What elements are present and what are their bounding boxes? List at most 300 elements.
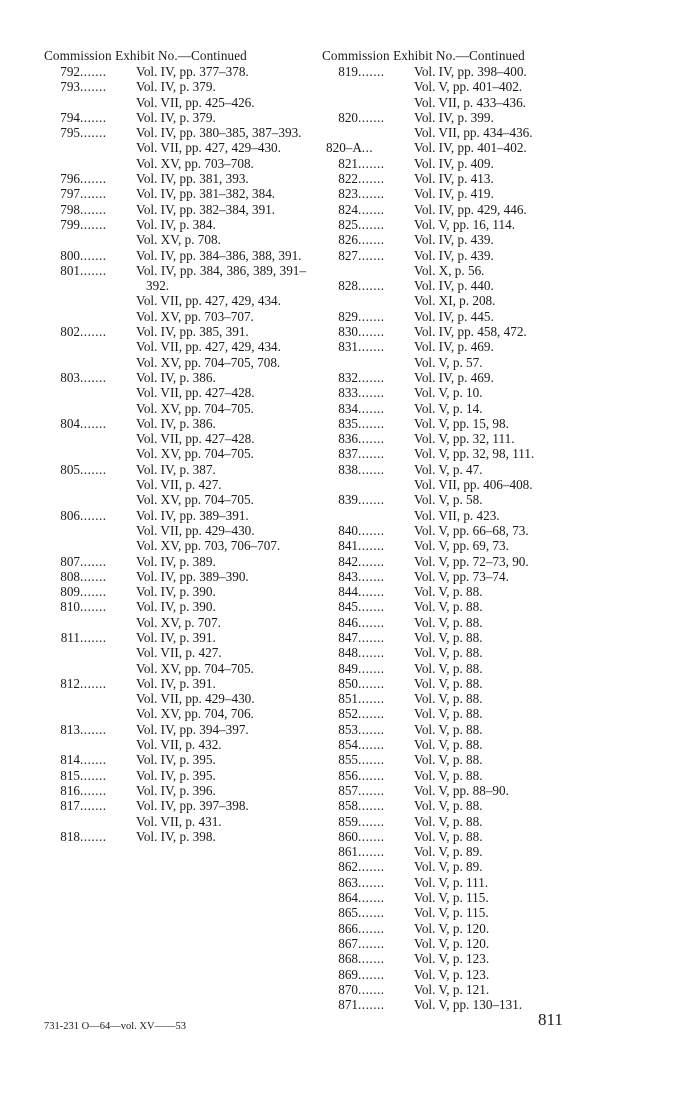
- exhibit-number: 846: [338, 614, 358, 630]
- exhibit-number: 808: [60, 568, 80, 584]
- dot-leader: .......: [80, 507, 107, 523]
- index-entry: [322, 875, 584, 890]
- exhibit-number-cell: [322, 798, 414, 813]
- volume-reference: Vol. VII, p. 433–436.: [414, 94, 526, 110]
- volume-reference: Vol. IV, p. 387.: [136, 461, 216, 477]
- exhibit-number: 838: [338, 461, 358, 477]
- right-column: [322, 48, 584, 1012]
- exhibit-number-cell: [322, 951, 414, 966]
- volume-reference: Vol. XV, pp. 703–708.: [136, 155, 254, 171]
- exhibit-number: 818: [60, 828, 80, 844]
- index-entry: [322, 416, 584, 431]
- exhibit-number-cell: [44, 783, 136, 798]
- exhibit-number: 853: [338, 721, 358, 737]
- reference-list: [414, 676, 584, 691]
- volume-reference: Vol. V, p. 88.: [414, 798, 483, 814]
- exhibit-number: 865: [338, 905, 358, 921]
- exhibit-number-cell: [322, 645, 414, 660]
- volume-reference: Vol. VII, pp. 406–408.: [414, 477, 533, 493]
- exhibit-number: 845: [338, 599, 358, 615]
- dot-leader: .......: [358, 385, 385, 401]
- reference-list: [414, 248, 584, 279]
- volume-reference: Vol. IV, p. 391.: [136, 675, 216, 691]
- volume-reference: Vol. XV, pp. 704–705.: [136, 492, 254, 508]
- dot-leader: .......: [358, 767, 385, 783]
- reference-list: [136, 722, 306, 753]
- exhibit-number: 847: [338, 629, 358, 645]
- dot-leader: .......: [358, 905, 385, 921]
- exhibit-number-cell: [322, 186, 414, 201]
- exhibit-number: 814: [60, 752, 80, 768]
- volume-reference: Vol. IV, pp. 401–402.: [414, 140, 527, 156]
- exhibit-number: 816: [60, 782, 80, 798]
- index-entry: [322, 171, 584, 186]
- reference-list: [414, 722, 584, 737]
- index-entry: [322, 691, 584, 706]
- reference-list: [414, 232, 584, 247]
- dot-leader: .......: [358, 614, 385, 630]
- dot-leader: .......: [358, 859, 385, 875]
- exhibit-number-cell: [322, 492, 414, 523]
- dot-leader: .......: [80, 171, 107, 187]
- dot-leader: .......: [80, 584, 107, 600]
- exhibit-number-cell: [44, 248, 136, 263]
- dot-leader: .......: [358, 216, 385, 232]
- volume-reference: Vol. XV, pp. 704–705.: [136, 660, 254, 676]
- exhibit-number-cell: [322, 676, 414, 691]
- volume-reference: Vol. V, p. 111.: [414, 874, 489, 890]
- exhibit-number: 793: [60, 79, 80, 95]
- reference-list: [136, 569, 306, 584]
- dot-leader: .......: [80, 752, 107, 768]
- dot-leader: .......: [80, 415, 107, 431]
- dot-leader: .......: [358, 553, 385, 569]
- volume-reference: Vol. IV, p. 389.: [136, 553, 216, 569]
- reference-list: [136, 79, 306, 110]
- reference-list: [414, 890, 584, 905]
- dot-leader: .......: [358, 782, 385, 798]
- dot-leader: .......: [358, 64, 385, 79]
- reference-list: [136, 752, 306, 767]
- exhibit-number-cell: [322, 905, 414, 920]
- dot-leader: .......: [80, 64, 107, 79]
- volume-reference: Vol. V, p. 88.: [414, 706, 483, 722]
- exhibit-number-cell: [322, 859, 414, 874]
- index-entry: [44, 752, 306, 767]
- exhibit-number: 807: [60, 553, 80, 569]
- exhibit-number: 866: [338, 920, 358, 936]
- exhibit-number-cell: [322, 401, 414, 416]
- exhibit-number-cell: [322, 140, 414, 155]
- dot-leader: .......: [358, 935, 385, 951]
- exhibit-number-cell: [322, 156, 414, 171]
- volume-reference: Vol. V, p. 89.: [414, 844, 483, 860]
- reference-list: [136, 508, 306, 554]
- exhibit-number-cell: [322, 814, 414, 829]
- reference-list: [414, 171, 584, 186]
- volume-reference: Vol. IV, pp. 394–397.: [136, 721, 249, 737]
- reference-list: [414, 64, 584, 110]
- index-entry: [322, 370, 584, 385]
- dot-leader: .......: [80, 629, 107, 645]
- exhibit-number-cell: [322, 936, 414, 951]
- volume-reference: Vol. V, p. 123.: [414, 966, 490, 982]
- index-entry: [322, 859, 584, 874]
- dot-leader: .......: [358, 890, 385, 906]
- exhibit-number-cell: [322, 339, 414, 370]
- exhibit-number-cell: [44, 186, 136, 201]
- reference-list: [136, 783, 306, 798]
- volume-reference: Vol. IV, p. 395.: [136, 752, 216, 768]
- exhibit-number: 802: [60, 324, 80, 340]
- dot-leader: .......: [80, 721, 107, 737]
- volume-reference: Vol. VII, p. 423.: [414, 507, 500, 523]
- dot-leader: .......: [358, 155, 385, 171]
- exhibit-number-cell: [322, 890, 414, 905]
- index-entry: [44, 462, 306, 508]
- index-entry: [322, 569, 584, 584]
- dot-leader: .......: [80, 599, 107, 615]
- dot-leader: .......: [358, 981, 385, 997]
- index-entry: [322, 278, 584, 309]
- volume-reference: Vol. IV, p. 419.: [414, 186, 494, 202]
- exhibit-number: 828: [338, 278, 358, 294]
- reference-list: [414, 814, 584, 829]
- exhibit-number: 842: [338, 553, 358, 569]
- exhibit-number-cell: [322, 523, 414, 538]
- exhibit-number-cell: [322, 599, 414, 614]
- exhibit-number-cell: [322, 691, 414, 706]
- exhibit-number: 827: [338, 247, 358, 263]
- exhibit-number: 855: [338, 752, 358, 768]
- reference-list: [136, 798, 306, 829]
- exhibit-number: 803: [60, 369, 80, 385]
- volume-reference: Vol. IV, p. 469.: [414, 369, 494, 385]
- dot-leader: .......: [358, 522, 385, 538]
- volume-reference: Vol. IV, p. 439.: [414, 247, 494, 263]
- reference-list: [414, 829, 584, 844]
- reference-list: [414, 156, 584, 171]
- exhibit-number-cell: [44, 217, 136, 248]
- volume-reference: Vol. V, p. 88.: [414, 767, 483, 783]
- exhibit-number-cell: [322, 370, 414, 385]
- index-entry: [322, 186, 584, 201]
- volume-reference: Vol. IV, pp. 384, 386, 389, 391–392.: [136, 262, 306, 294]
- dot-leader: .......: [80, 553, 107, 569]
- volume-reference: Vol. V, p. 88.: [414, 584, 483, 600]
- exhibit-number-cell: [322, 752, 414, 767]
- index-entry: [44, 569, 306, 584]
- volume-reference: Vol. IV, p. 396.: [136, 782, 216, 798]
- dot-leader: .......: [358, 599, 385, 615]
- reference-list: [414, 309, 584, 324]
- dot-leader: .......: [80, 262, 107, 278]
- exhibit-number: 833: [338, 385, 358, 401]
- page-number: 811: [538, 1010, 563, 1029]
- exhibit-number-cell: [322, 630, 414, 645]
- exhibit-number-cell: [322, 232, 414, 247]
- exhibit-number-cell: [322, 309, 414, 324]
- volume-reference: Vol. VII, pp. 427, 429, 434.: [136, 293, 281, 309]
- reference-list: [414, 967, 584, 982]
- index-entry: [44, 370, 306, 416]
- exhibit-number: 834: [338, 400, 358, 416]
- dot-leader: .......: [358, 798, 385, 814]
- exhibit-number: 844: [338, 584, 358, 600]
- reference-list: [136, 370, 306, 416]
- volume-reference: Vol. V, pp. 15, 98.: [414, 415, 509, 431]
- exhibit-number-cell: [322, 783, 414, 798]
- exhibit-number-cell: [322, 615, 414, 630]
- volume-reference: Vol. IV, pp. 389–390.: [136, 568, 249, 584]
- index-entry: [44, 829, 306, 844]
- reference-list: [414, 278, 584, 309]
- index-entry: [44, 768, 306, 783]
- volume-reference: Vol. V, p. 10.: [414, 385, 483, 401]
- reference-list: [136, 554, 306, 569]
- dot-leader: .......: [80, 125, 107, 141]
- volume-reference: Vol. IV, p. 398.: [136, 828, 216, 844]
- reference-list: [414, 492, 584, 523]
- dot-leader: .......: [358, 997, 385, 1013]
- exhibit-number-cell: [44, 64, 136, 79]
- volume-reference: Vol. IV, p. 379.: [136, 79, 216, 95]
- index-entry: [322, 936, 584, 951]
- volume-reference: Vol. V, p. 115.: [414, 890, 489, 906]
- reference-list: [414, 951, 584, 966]
- exhibit-number-cell: [44, 324, 136, 370]
- volume-reference: Vol. IV, pp. 389–391.: [136, 507, 249, 523]
- dot-leader: .......: [358, 645, 385, 661]
- index-entry: [322, 676, 584, 691]
- exhibit-number: 857: [338, 782, 358, 798]
- exhibit-number: 859: [338, 813, 358, 829]
- volume-reference: Vol. X, p. 56.: [414, 262, 485, 278]
- volume-reference: Vol. IV, pp. 385, 391.: [136, 324, 249, 340]
- volume-reference: Vol. IV, p. 395.: [136, 767, 216, 783]
- index-entry: [322, 752, 584, 767]
- exhibit-number: 863: [338, 874, 358, 890]
- dot-leader: .......: [358, 308, 385, 324]
- reference-list: [136, 171, 306, 186]
- volume-reference: Vol. IV, p. 469.: [414, 339, 494, 355]
- index-entry: [322, 64, 584, 110]
- exhibit-number: 861: [338, 844, 358, 860]
- index-entry: [322, 844, 584, 859]
- exhibit-number: 805: [60, 461, 80, 477]
- exhibit-number: 852: [338, 706, 358, 722]
- reference-list: [414, 737, 584, 752]
- reference-list: [414, 798, 584, 813]
- exhibit-number: 836: [338, 431, 358, 447]
- volume-reference: Vol. XV, pp. 703–707.: [136, 308, 254, 324]
- exhibit-number-cell: [44, 125, 136, 171]
- volume-reference: Vol. VII, pp. 429–430.: [136, 691, 255, 707]
- volume-reference: Vol. V, p. 88.: [414, 675, 483, 691]
- reference-list: [414, 186, 584, 201]
- exhibit-number-cell: [322, 584, 414, 599]
- volume-reference: Vol. IV, p. 390.: [136, 584, 216, 600]
- exhibit-number: 820–A: [326, 140, 362, 156]
- volume-reference: Vol. VII, pp. 429–430.: [136, 522, 255, 538]
- index-entry: [322, 385, 584, 400]
- dot-leader: .......: [358, 186, 385, 202]
- index-entry: [322, 401, 584, 416]
- dot-leader: .......: [358, 584, 385, 600]
- exhibit-number-cell: [44, 630, 136, 676]
- exhibit-number-cell: [322, 722, 414, 737]
- reference-list: [136, 462, 306, 508]
- exhibit-number-cell: [322, 278, 414, 309]
- reference-list: [414, 569, 584, 584]
- index-entry: [322, 217, 584, 232]
- dot-leader: .......: [80, 79, 107, 95]
- exhibit-number-cell: [44, 768, 136, 783]
- exhibit-number: 810: [60, 599, 80, 615]
- index-entry: [44, 416, 306, 462]
- exhibit-number-cell: [322, 202, 414, 217]
- volume-reference: Vol. XV, pp. 704–705.: [136, 446, 254, 462]
- dot-leader: .......: [358, 400, 385, 416]
- volume-reference: Vol. VII, pp. 427–428.: [136, 385, 255, 401]
- exhibit-number: 819: [338, 64, 358, 79]
- exhibit-number-cell: [322, 217, 414, 232]
- volume-reference: Vol. XV, p. 707.: [136, 614, 221, 630]
- index-entry: [322, 110, 584, 141]
- volume-reference: Vol. XV, pp. 704–705.: [136, 400, 254, 416]
- volume-reference: Vol. V, p. 89.: [414, 859, 483, 875]
- exhibit-number-cell: [322, 967, 414, 982]
- reference-list: [414, 202, 584, 217]
- dot-leader: .......: [80, 201, 107, 217]
- exhibit-number: 799: [60, 216, 80, 232]
- index-entry: [44, 630, 306, 676]
- reference-list: [414, 324, 584, 339]
- dot-leader: .......: [358, 675, 385, 691]
- exhibit-number-cell: [44, 569, 136, 584]
- dot-leader: .......: [358, 201, 385, 217]
- left-column: [44, 48, 306, 844]
- reference-list: [414, 661, 584, 676]
- index-entry: [44, 584, 306, 599]
- volume-reference: Vol. IV, p. 386.: [136, 369, 216, 385]
- volume-reference: Vol. V, p. 88.: [414, 629, 483, 645]
- volume-reference: Vol. IV, p. 413.: [414, 171, 494, 187]
- volume-reference: Vol. IV, p. 386.: [136, 415, 216, 431]
- index-entry: [322, 783, 584, 798]
- exhibit-number-cell: [322, 538, 414, 553]
- index-entry: [322, 814, 584, 829]
- dot-leader: .......: [358, 278, 385, 294]
- index-entry: [322, 798, 584, 813]
- reference-list: [414, 217, 584, 232]
- volume-reference: Vol. V, pp. 88–90.: [414, 782, 509, 798]
- exhibit-number-cell: [44, 171, 136, 186]
- dot-leader: .......: [80, 767, 107, 783]
- exhibit-number-cell: [44, 110, 136, 125]
- exhibit-number: 835: [338, 415, 358, 431]
- exhibit-number-cell: [322, 171, 414, 186]
- volume-reference: Vol. IV, p. 445.: [414, 308, 494, 324]
- exhibit-number-cell: [44, 462, 136, 508]
- dot-leader: .......: [358, 706, 385, 722]
- volume-reference: Vol. V, p. 58.: [414, 492, 483, 508]
- index-entry: [44, 248, 306, 263]
- volume-reference: Vol. IV, pp. 458, 472.: [414, 324, 527, 340]
- reference-list: [414, 630, 584, 645]
- volume-reference: Vol. IV, p. 391.: [136, 629, 216, 645]
- dot-leader: .......: [80, 369, 107, 385]
- exhibit-number-cell: [44, 79, 136, 110]
- dot-leader: .......: [358, 966, 385, 982]
- index-entry: [322, 829, 584, 844]
- exhibit-number-cell: [44, 263, 136, 324]
- exhibit-number-cell: [322, 446, 414, 461]
- print-code: 731-231 O—64—vol. XV——53: [44, 1021, 187, 1032]
- index-entry: [44, 599, 306, 630]
- exhibit-number-cell: [44, 370, 136, 416]
- reference-list: [136, 248, 306, 263]
- exhibit-number: 820: [338, 109, 358, 125]
- index-entry: [322, 339, 584, 370]
- exhibit-number: 869: [338, 966, 358, 982]
- reference-list: [414, 385, 584, 400]
- volume-reference: Vol. IV, pp. 381, 393.: [136, 171, 249, 187]
- reference-list: [136, 125, 306, 171]
- dot-leader: .......: [358, 339, 385, 355]
- exhibit-number-cell: [322, 248, 414, 279]
- exhibit-number-cell: [322, 768, 414, 783]
- dot-leader: .......: [358, 171, 385, 187]
- exhibit-number-cell: [44, 798, 136, 829]
- exhibit-number: 856: [338, 767, 358, 783]
- reference-list: [414, 538, 584, 553]
- exhibit-number-cell: [322, 661, 414, 676]
- exhibit-number-cell: [322, 706, 414, 721]
- volume-reference: Vol. IV, pp. 377–378.: [136, 64, 249, 79]
- exhibit-number: 815: [60, 767, 80, 783]
- index-entry: [44, 676, 306, 722]
- exhibit-number-cell: [44, 829, 136, 844]
- index-entry: [44, 554, 306, 569]
- volume-reference: Vol. IV, pp. 397–398.: [136, 798, 249, 814]
- exhibit-number: 860: [338, 828, 358, 844]
- volume-reference: Vol. IV, p. 399.: [414, 109, 494, 125]
- dot-leader: .......: [358, 431, 385, 447]
- index-entry: [322, 462, 584, 493]
- volume-reference: Vol. V, p. 88.: [414, 691, 483, 707]
- exhibit-number: 823: [338, 186, 358, 202]
- reference-list: [414, 431, 584, 446]
- dot-leader: .......: [80, 109, 107, 125]
- exhibit-number: 806: [60, 507, 80, 523]
- exhibit-number: 850: [338, 675, 358, 691]
- index-entry: [322, 309, 584, 324]
- index-entry: [322, 140, 584, 155]
- volume-reference: Vol. V, p. 88.: [414, 737, 483, 753]
- exhibit-number: 801: [60, 262, 80, 278]
- volume-reference: Vol. IV, p. 440.: [414, 278, 494, 294]
- exhibit-number: 800: [60, 247, 80, 263]
- volume-reference: Vol. VII, p. 427.: [136, 645, 222, 661]
- reference-list: [414, 401, 584, 416]
- index-entry: [322, 232, 584, 247]
- volume-reference: Vol. V, p. 121.: [414, 981, 490, 997]
- volume-reference: Vol. V, pp. 16, 114.: [414, 216, 516, 232]
- reference-list: [414, 768, 584, 783]
- reference-list: [136, 324, 306, 370]
- volume-reference: Vol. V, pp. 66–68, 73.: [414, 522, 529, 538]
